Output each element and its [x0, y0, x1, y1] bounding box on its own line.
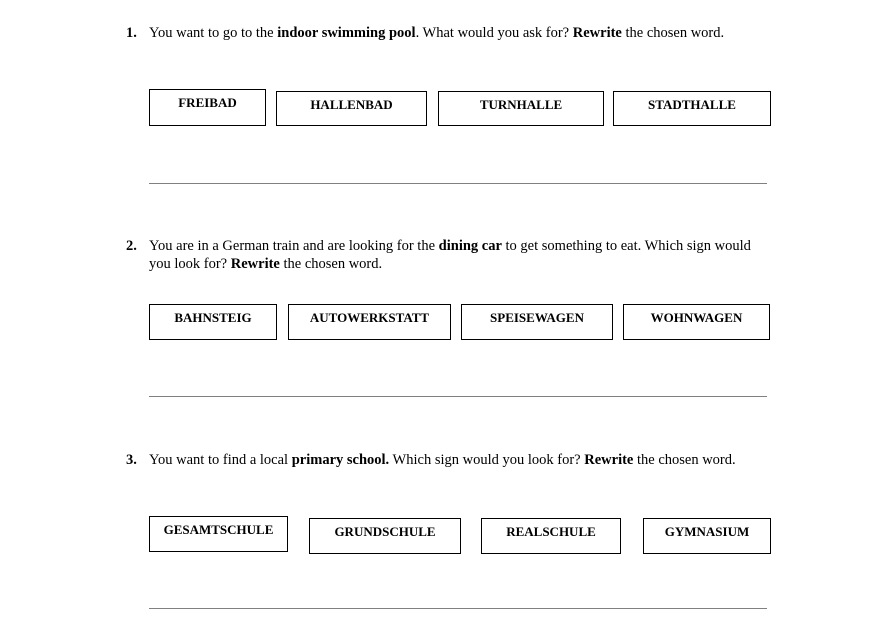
emphasis-text: primary school. [291, 452, 390, 468]
question-text-run: You are in a German train and are looking for the [149, 238, 439, 254]
question-2-text [149, 237, 769, 273]
option-turnhalle[interactable] [438, 91, 604, 126]
emphasis-text: Rewrite [572, 25, 622, 41]
option-label: GYMNASIUM [664, 524, 750, 539]
option-label: REALSCHULE [506, 524, 596, 539]
question-text-run: Which sign would you look for? [389, 452, 585, 468]
question-1-number: 1. [126, 25, 137, 41]
option-gesamtschule[interactable] [149, 516, 288, 552]
option-label: SPEISEWAGEN [490, 310, 584, 325]
question-text-run: the chosen word. [279, 256, 383, 272]
question-text-run: . What would you ask for? [415, 25, 573, 41]
option-gymnasium[interactable] [643, 518, 771, 554]
question-2-number: 2. [126, 238, 137, 254]
answer-line-2[interactable] [149, 396, 767, 397]
question-text-run: You want to find a local [149, 452, 292, 468]
option-hallenbad[interactable] [276, 91, 427, 126]
option-speisewagen[interactable] [461, 304, 613, 340]
question-text-run: the chosen word. [621, 25, 725, 41]
option-stadthalle[interactable] [613, 91, 771, 126]
option-label: GESAMTSCHULE [163, 522, 274, 537]
option-label: AUTOWERKSTATT [309, 310, 430, 325]
question-3-number: 3. [126, 452, 137, 468]
question-1-text [149, 24, 769, 42]
option-label: HALLENBAD [310, 97, 393, 112]
option-realschule[interactable] [481, 518, 621, 554]
emphasis-text: Rewrite [230, 256, 280, 272]
question-3-text [149, 451, 769, 469]
question-text-run: You want to go to the [149, 25, 278, 41]
answer-line-1[interactable] [149, 183, 767, 184]
option-wohnwagen[interactable] [623, 304, 770, 340]
answer-line-3[interactable] [149, 608, 767, 609]
emphasis-text: dining car [438, 238, 502, 254]
emphasis-text: indoor swimming pool [277, 25, 416, 41]
option-freibad[interactable] [149, 89, 266, 126]
option-label: TURNHALLE [479, 97, 563, 112]
option-label: WOHNWAGEN [650, 310, 743, 325]
question-text-run: the chosen word. [633, 452, 736, 468]
option-label: FREIBAD [178, 95, 237, 110]
emphasis-text: Rewrite [584, 452, 634, 468]
option-label: BAHNSTEIG [174, 310, 252, 325]
question-text-run: to get something to eat. Which sign would you look for? [149, 238, 751, 272]
option-label: STADTHALLE [648, 97, 736, 112]
option-bahnsteig[interactable] [149, 304, 277, 340]
option-autowerkstatt[interactable] [288, 304, 451, 340]
option-grundschule[interactable] [309, 518, 461, 554]
option-label: GRUNDSCHULE [334, 524, 436, 539]
